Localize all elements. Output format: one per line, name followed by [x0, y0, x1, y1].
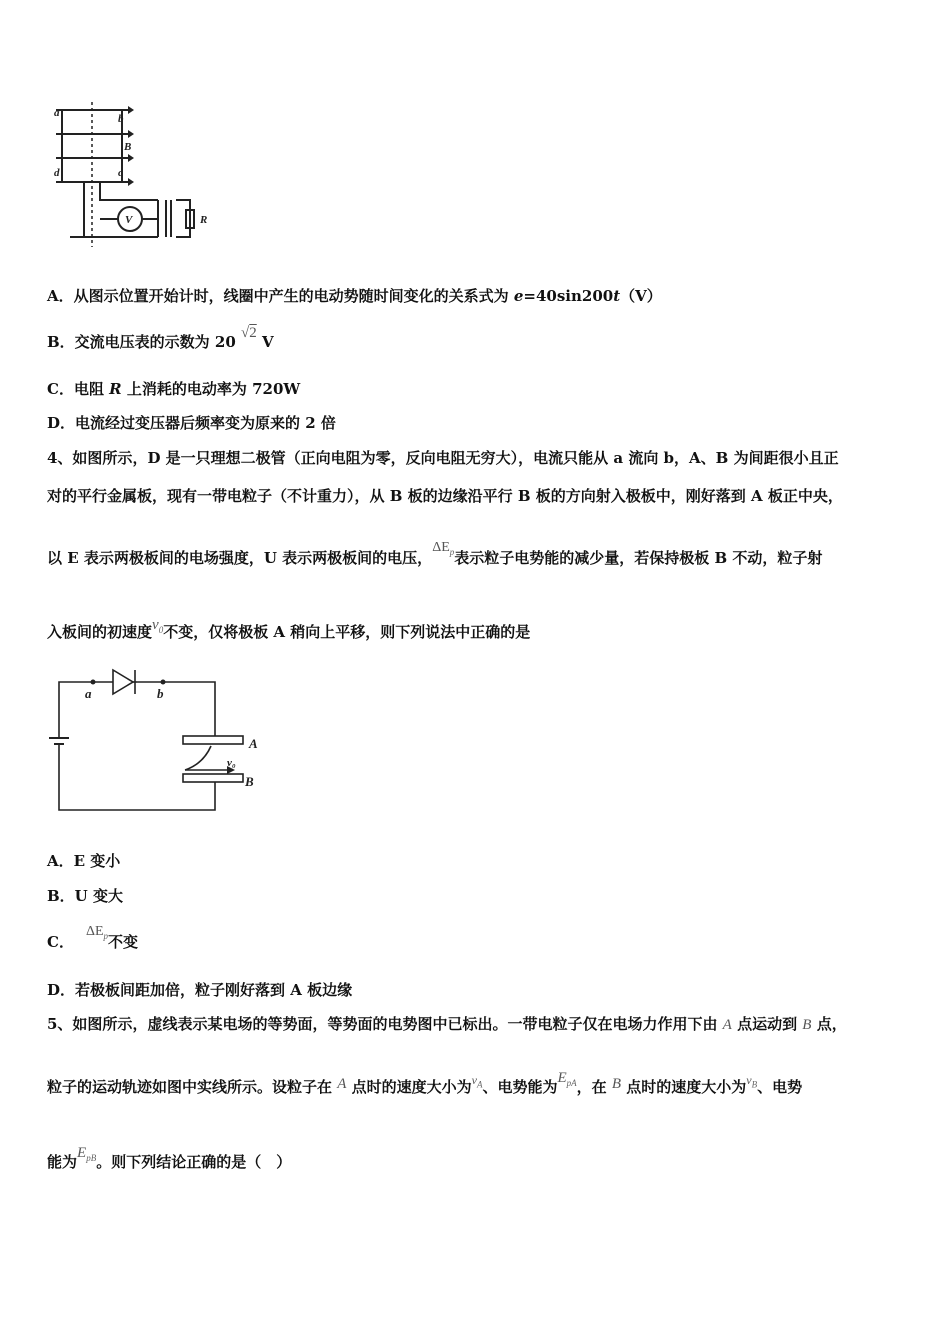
- q5-stem-line2-a: 粒子的运动轨迹如图中实线所示。设粒子在: [47, 1078, 338, 1096]
- coil-label-a: a: [54, 107, 60, 119]
- diode-capacitor-circuit: [45, 664, 270, 820]
- circuit-label-a: a: [85, 686, 92, 701]
- q4-option-c-delta-ep: [86, 924, 108, 939]
- q3-option-c-rest: 上消耗的电动率为 720W: [121, 380, 301, 398]
- q5-stem-line3-a: 能为: [47, 1153, 78, 1171]
- sqrt-radicand: 2: [249, 325, 257, 341]
- q4-option-c-delta-ep-sub: p: [103, 930, 109, 941]
- q5-point-A: A: [722, 1017, 732, 1033]
- q3-option-c: [47, 379, 300, 399]
- q5-line2-point-A: A: [337, 1076, 347, 1092]
- q3-option-b: [47, 325, 274, 353]
- q5-stem-line2-c: 、电势能为: [482, 1078, 558, 1096]
- q5-vA-sub: A: [476, 1079, 483, 1090]
- q5-stem-line3-b: 。则下列结论正确的是（ ）: [96, 1153, 292, 1171]
- q4-stem-line3-b: 表示粒子电势能的减少量，若保持极板 B 不动，粒子射: [454, 549, 823, 567]
- plate-label-B: B: [245, 774, 254, 789]
- q4-option-b: B．U 变大: [47, 887, 123, 905]
- voltmeter-label: V: [125, 214, 133, 226]
- field-label-B: B: [124, 141, 132, 153]
- q5-stem-line1-b: 点运动到: [731, 1015, 803, 1033]
- q3-option-c-R: R: [109, 380, 122, 398]
- q5-vB-main: v: [746, 1073, 752, 1087]
- q3-option-d: D．电流经过变压器后频率变为原来的 2 倍: [47, 414, 336, 432]
- q4-option-c-label: C．: [47, 933, 74, 951]
- q5-stem-line2-b: 点时的速度大小为: [346, 1078, 472, 1096]
- q5-stem-line2-e: 点时的速度大小为: [621, 1078, 747, 1096]
- circuit-label-b: b: [157, 686, 164, 701]
- q3-option-a-eq: =40sin200: [523, 287, 614, 305]
- q4-stem-line2: 对的平行金属板，现有一带电粒子（不计重力），从 B 板的边缘沿平行 B 板的方向射入极板中，刚好落到 A 板正中央，: [47, 487, 843, 505]
- q5-EpA: [557, 1070, 576, 1086]
- resistor-label-R: R: [200, 214, 208, 226]
- q5-vA-main: v: [471, 1073, 477, 1087]
- q5-stem-line2: [47, 1070, 803, 1103]
- q4-stem-line4-a: 入板间的初速度: [47, 623, 153, 641]
- q3-option-a: [47, 286, 662, 306]
- q5-vB: [746, 1073, 758, 1090]
- q5-stem-line1-a: 5、如图所示，虚线表示某电场的等势面，等势面的电势图中已标出。一带电粒子仅在电场力作用下由: [47, 1015, 723, 1033]
- q5-stem-line1: [47, 1014, 847, 1035]
- sqrt-symbol: √: [241, 325, 250, 341]
- q5-stem-line2-d: ，在: [576, 1078, 612, 1096]
- q3-option-b-unit: V: [256, 333, 274, 351]
- coil-label-b: b: [118, 113, 124, 125]
- q5-EpB: [77, 1145, 96, 1161]
- q3-option-a-e: e: [513, 287, 524, 305]
- q4-stem-line4-b: 不变，仅将极板 A 稍向上平移，则下列说法中正确的是: [163, 623, 531, 641]
- q4-delta-ep-main: ΔE: [432, 540, 450, 555]
- q4-stem-line1: 4、如图所示，D 是一只理想二极管（正向电阻为零，反向电阻无穷大），电流只能从 a 流向 b，A、B 为间距很小且正: [47, 449, 839, 467]
- coil-label-c: c: [118, 167, 123, 179]
- q5-point-B: B: [802, 1017, 812, 1033]
- q5-vB-sub: B: [751, 1079, 758, 1090]
- q4-option-c-text: 不变: [108, 933, 139, 951]
- q5-EpA-main: E: [557, 1070, 567, 1086]
- q5-line2-point-B: B: [611, 1076, 622, 1092]
- q4-stem-line4: [47, 617, 531, 648]
- q4-delta-ep-sub: p: [449, 546, 455, 557]
- q5-stem-line1-c: 点，: [811, 1015, 847, 1033]
- q4-option-d: D．若极板间距加倍，粒子刚好落到 A 板边缘: [47, 981, 353, 999]
- coil-transformer-figure: [50, 102, 220, 252]
- q3-option-a-t: t: [613, 287, 621, 305]
- q4-option-a: A．E 变小: [47, 852, 121, 870]
- coil-label-d: d: [54, 167, 60, 179]
- q4-delta-ep: [432, 540, 454, 555]
- q5-EpB-sub: pB: [86, 1153, 97, 1163]
- q5-stem-line2-f: 、电势: [757, 1078, 803, 1096]
- q5-EpA-sub: pA: [566, 1078, 577, 1088]
- q3-option-a-unit: （V）: [620, 287, 662, 305]
- q3-option-b-text: B．交流电压表的示数为 20: [47, 333, 241, 351]
- q5-stem-line3: [47, 1145, 292, 1178]
- q5-vA: [471, 1073, 483, 1090]
- q4-option-c-delta-ep-main: ΔE: [85, 924, 104, 939]
- q5-EpB-main: E: [77, 1145, 87, 1161]
- q4-v0-main: v: [152, 617, 159, 633]
- plate-label-A: A: [249, 736, 258, 751]
- q4-stem-line3-a: 以 E 表示两极板间的电场强度，U 表示两极板间的电压，: [47, 549, 433, 567]
- q4-v0: [152, 617, 163, 633]
- q4-v0-sub: 0: [158, 625, 164, 635]
- velocity-label-v0: v₀: [227, 757, 236, 769]
- q3-option-c-text: C．电阻: [47, 380, 110, 398]
- q3-option-a-text: A．从图示位置开始计时，线圈中产生的电动势随时间变化的关系式为: [47, 287, 514, 305]
